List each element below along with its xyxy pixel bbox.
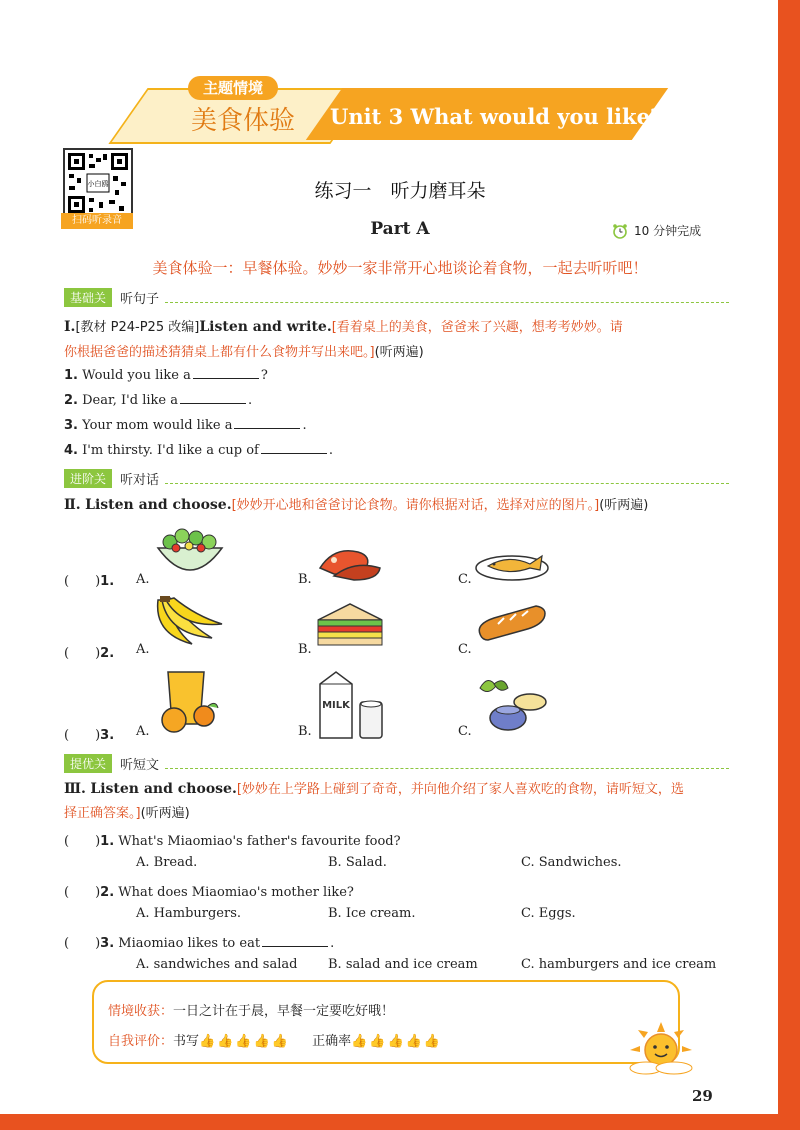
milk-icon[interactable] bbox=[316, 668, 386, 740]
option-letter: C. bbox=[458, 572, 472, 587]
choice-b[interactable]: B. salad and ice cream bbox=[328, 957, 478, 972]
divider bbox=[165, 759, 729, 769]
timer-label: 10 分钟完成 bbox=[634, 224, 702, 238]
divider bbox=[165, 293, 729, 303]
option-letter: B. bbox=[298, 642, 312, 657]
thumbs-up-icon[interactable]: 👍👍👍👍👍 bbox=[199, 1034, 290, 1049]
option-letter: C. bbox=[458, 642, 472, 657]
choice-a[interactable]: A. sandwiches and salad bbox=[136, 957, 298, 972]
answer-paren[interactable]: ( ) bbox=[64, 885, 101, 900]
choice-c[interactable]: C. hamburgers and ice cream bbox=[521, 957, 717, 972]
svg-text:MILK: MILK bbox=[322, 700, 350, 711]
qr-code-icon[interactable] bbox=[63, 148, 133, 218]
fish-plate-icon[interactable] bbox=[474, 546, 550, 582]
thumbs-up-icon[interactable]: 👍👍👍👍👍 bbox=[351, 1034, 443, 1049]
bananas-icon[interactable] bbox=[152, 594, 226, 652]
part-title: Part A bbox=[370, 219, 430, 239]
tea-icon[interactable] bbox=[474, 674, 550, 734]
choice-b[interactable]: B. Ice cream. bbox=[328, 906, 416, 921]
section1-heading: Ⅰ.[教材 P24-P25 改编]Listen and write.[看着桌上的美食，爸爸来了兴趣，想考考妙妙。请 bbox=[64, 319, 623, 335]
level-tag: 进阶关 bbox=[64, 469, 112, 488]
option-letter: A. bbox=[136, 572, 150, 587]
sentence-item: 3. Your mom would like a . bbox=[64, 418, 307, 433]
page-number: 29 bbox=[692, 1087, 713, 1105]
choice-c[interactable]: C. Sandwiches. bbox=[521, 855, 622, 870]
unit-title: Unit 3 What would you like? bbox=[330, 104, 663, 129]
answer-paren[interactable]: ( )3. bbox=[64, 728, 115, 743]
choice-a[interactable]: A. Bread. bbox=[136, 855, 198, 870]
divider bbox=[165, 474, 729, 484]
option-letter: B. bbox=[298, 572, 312, 587]
level-name: 听句子 bbox=[120, 292, 160, 307]
option-letter: A. bbox=[136, 642, 150, 657]
section1-heading-cont: 你根据爸爸的描述猜猜桌上都有什么食物并写出来吧。](听两遍) bbox=[64, 345, 424, 360]
sentence-item: 2. Dear, I'd like a . bbox=[64, 393, 253, 408]
sentence-item: 1. Would you like a ? bbox=[64, 368, 268, 383]
answer-blank[interactable] bbox=[261, 453, 327, 454]
answer-blank[interactable] bbox=[234, 428, 300, 429]
answer-paren[interactable]: ( )1. bbox=[64, 574, 115, 589]
timer bbox=[612, 222, 701, 239]
level-tag: 基础关 bbox=[64, 288, 112, 307]
salad-bowl-icon[interactable] bbox=[154, 522, 226, 584]
summary-box bbox=[92, 980, 680, 1064]
level-improve bbox=[64, 754, 729, 773]
meat-icon[interactable] bbox=[314, 540, 386, 584]
qr-label: 扫码听录音 bbox=[61, 213, 133, 229]
right-border-bar bbox=[778, 0, 800, 1130]
sun-icon bbox=[626, 1020, 696, 1076]
alarm-clock-icon bbox=[612, 223, 628, 239]
level-advanced bbox=[64, 469, 729, 488]
answer-blank[interactable] bbox=[180, 403, 246, 404]
bottom-border-bar bbox=[0, 1114, 800, 1130]
section3-heading: Ⅲ. Listen and choose.[妙妙在上学路上碰到了奇奇，并向他介绍了家人喜欢吃的食物，请听短文，选 bbox=[64, 781, 684, 797]
question-row: ( )1. What's Miaomiao's father's favourite food? bbox=[64, 834, 401, 849]
level-name: 听短文 bbox=[120, 758, 160, 773]
svg-text:小白鸥: 小白鸥 bbox=[87, 180, 109, 188]
level-basic bbox=[64, 288, 729, 307]
scene-intro: 美食体验一：早餐体验。妙妙一家非常开心地谈论着食物，一起去听听吧！ bbox=[152, 259, 648, 277]
section3-heading-cont: 择正确答案。](听两遍) bbox=[64, 806, 190, 821]
exercise-title: 练习一 听力磨耳朵 bbox=[314, 180, 486, 202]
sandwich-icon[interactable] bbox=[314, 600, 386, 648]
option-letter: B. bbox=[298, 724, 312, 739]
bread-icon[interactable] bbox=[474, 604, 550, 644]
answer-blank[interactable] bbox=[262, 946, 328, 947]
choice-c[interactable]: C. Eggs. bbox=[521, 906, 576, 921]
question-row: ( )2. What does Miaomiao's mother like? bbox=[64, 885, 354, 900]
choice-b[interactable]: B. Salad. bbox=[328, 855, 387, 870]
answer-paren[interactable]: ( ) bbox=[64, 936, 101, 951]
orange-juice-icon[interactable] bbox=[154, 668, 222, 734]
section2-heading: Ⅱ. Listen and choose.[妙妙开心地和爸爸讨论食物。请你根据对话，选择对应的图片。](听两遍) bbox=[64, 497, 649, 513]
sentence-item: 4. I'm thirsty. I'd like a cup of . bbox=[64, 443, 333, 458]
level-name: 听对话 bbox=[120, 473, 160, 488]
question-row: ( )3. Miaomiao likes to eat . bbox=[64, 936, 335, 951]
level-tag: 提优关 bbox=[64, 754, 112, 773]
option-letter: A. bbox=[136, 724, 150, 739]
choice-a[interactable]: A. Hamburgers. bbox=[136, 906, 242, 921]
answer-blank[interactable] bbox=[193, 378, 259, 379]
option-letter: C. bbox=[458, 724, 472, 739]
theme-title: 美食体验 bbox=[190, 106, 295, 136]
self-eval-line: 自我评价：书写👍👍👍👍👍 正确率👍👍👍👍👍 bbox=[108, 1034, 443, 1049]
harvest-line: 情境收获：一日之计在于晨，早餐一定要吃好哦！ bbox=[108, 1004, 395, 1019]
theme-tag: 主题情境 bbox=[188, 76, 278, 100]
answer-paren[interactable]: ( )2. bbox=[64, 646, 115, 661]
answer-paren[interactable]: ( ) bbox=[64, 834, 101, 849]
